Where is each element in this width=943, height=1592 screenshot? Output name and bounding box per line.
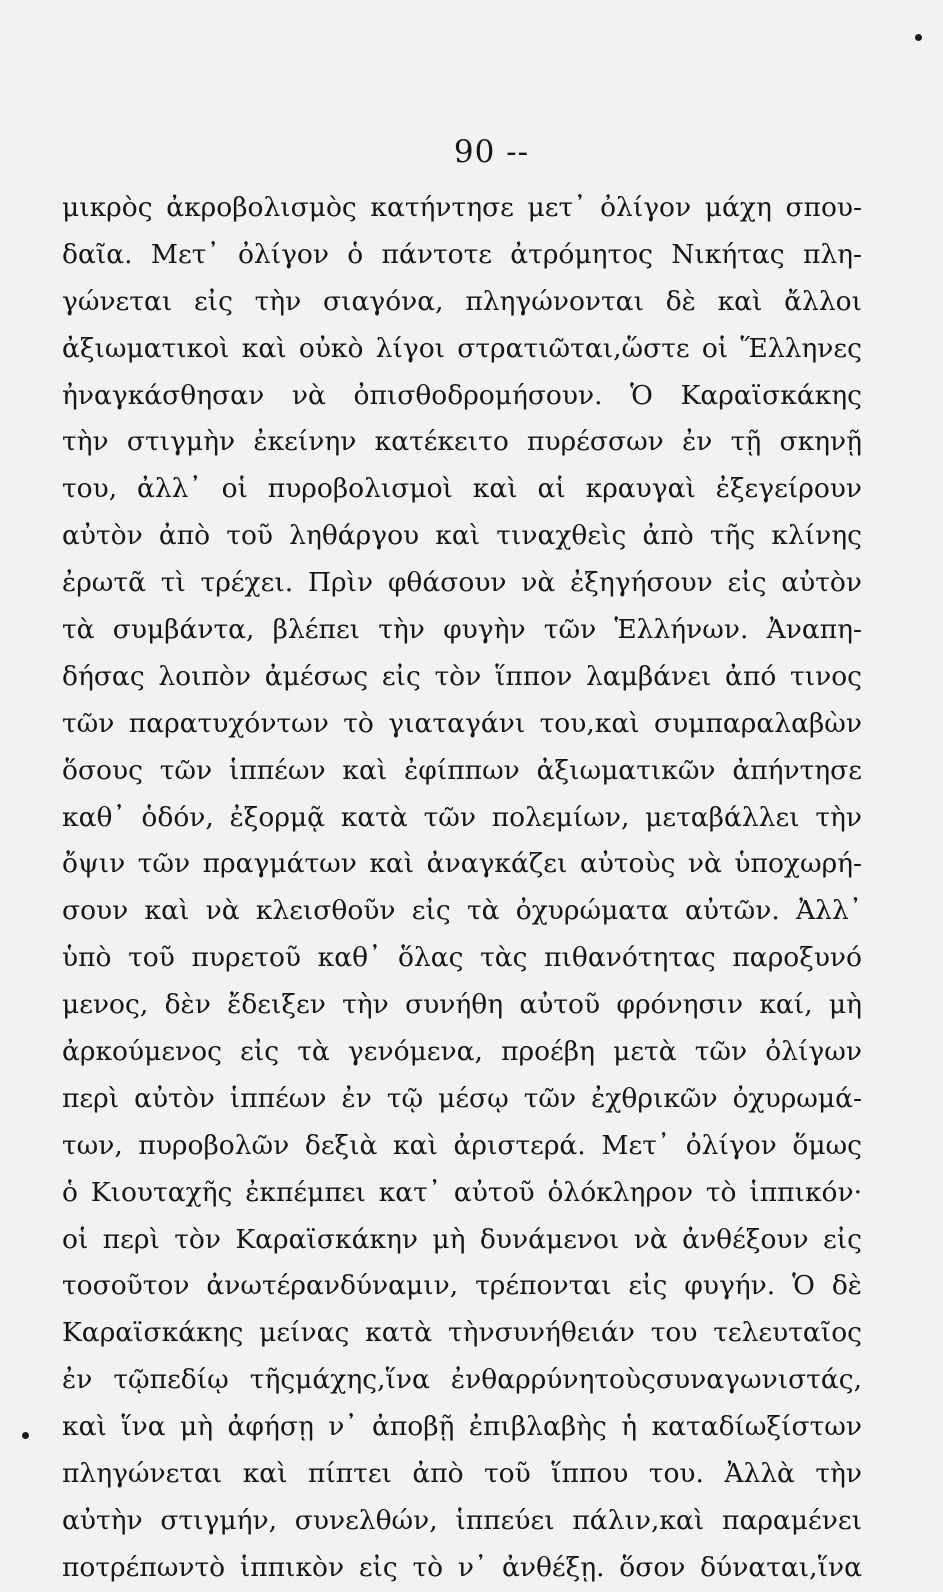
ink-speck xyxy=(915,34,922,41)
text-line: ὁ Κιουταχῆς ἐκπέμπει κατ᾽ αὐτοῦ ὁλόκληρον τὸ ἱππικόν· xyxy=(62,1176,862,1208)
text-line: τοσοῦτον ἀνωτέρανδύναμιν, τρέπονται εἰς φυγήν. Ὁ δὲ xyxy=(62,1270,862,1302)
text-line: τῶν παρατυχόντων τὸ γιαταγάνι του,καὶ συμπαραλαβὼν xyxy=(62,707,862,739)
text-line: ὄψιν τῶν πραγμάτων καὶ ἀναγκάζει αὐτοὺς νὰ ὑποχωρή- xyxy=(62,848,862,880)
page-number: 90 -- xyxy=(453,134,530,170)
text-line: τὴν στιγμὴν ἐκείνην κατέκειτο πυρέσσων ἐν τῇ σκηνῇ xyxy=(62,426,862,458)
text-line: καθ᾽ ὁδόν, ἐξορμᾷ κατὰ τῶν πολεμίων, μεταβάλλει τὴν xyxy=(62,801,862,833)
text-line: ἐν τῷπεδίῳ τῆςμάχης,ἵνα ἐνθαρρύνητοὺςσυναγωνιστάς, xyxy=(62,1364,862,1396)
text-line: Καραϊσκάκης μείνας κατὰ τὴνσυνήθειάν του τελευταῖος xyxy=(62,1317,862,1349)
text-line: του, ἀλλ᾽ οἱ πυροβολισμοὶ καὶ αἱ κραυγαὶ ἐξεγείρουν xyxy=(62,473,862,505)
text-line: καὶ ἵνα μὴ ἀφήσῃ ν᾽ ἀποβῇ ἐπιβλαβὴς ἡ καταδίωξίστων xyxy=(62,1411,862,1443)
text-line: γώνεται εἰς τὴν σιαγόνα, πληγώνονται δὲ καὶ ἄλλοι xyxy=(62,285,862,317)
body-text xyxy=(62,185,862,1592)
text-line: ἀξιωματικοὶ καὶ οὐκὸ λίγοι στρατιῶται,ὥστε οἱ Ἕλληνες xyxy=(62,332,862,364)
text-line: ὅσους τῶν ἱππέων καὶ ἐφίππων ἀξιωματικῶν ἀπήντησε xyxy=(62,754,862,786)
text-line: τὰ συμβάντα, βλέπει τὴν φυγὴν τῶν Ἑλλήνων. Ἀναπη- xyxy=(62,614,862,646)
text-line: μικρὸς ἀκροβολισμὸς κατήντησε μετ᾽ ὀλίγον μάχη σπου- xyxy=(62,192,862,223)
text-line: περὶ αὐτὸν ἱππέων ἐν τῷ μέσῳ τῶν ἐχθρικῶν ὀχυρωμά- xyxy=(62,1082,862,1114)
text-line: πληγώνεται καὶ πίπτει ἀπὸ τοῦ ἵππου του. Ἀλλὰ τὴν xyxy=(62,1458,862,1490)
text-line: ἠναγκάσθησαν νὰ ὀπισθοδρομήσουν. Ὁ Καραϊσκάκης xyxy=(62,379,862,411)
ink-speck xyxy=(22,1432,29,1439)
text-line: δαῖα. Μετ᾽ ὀλίγον ὁ πάντοτε ἀτρόμητος Νικήτας πλη- xyxy=(62,238,862,270)
text-line: δήσας λοιπὸν ἀμέσως εἰς τὸν ἵππον λαμβάνει ἀπό τινος xyxy=(62,660,862,692)
text-line: αὐτὴν στιγμήν, συνελθών, ἱππεύει πάλιν,καὶ παραμένει xyxy=(62,1504,862,1536)
text-line: ποτρέπωντὸ ἱππικὸν εἰς τὸ ν᾽ ἀνθέξῃ. ὅσον δύναται,ἵνα xyxy=(62,1551,862,1583)
text-line: μενος, δὲν ἔδειξεν τὴν συνήθη αὐτοῦ φρόνησιν καί, μὴ xyxy=(62,989,862,1021)
text-line: σουν καὶ νὰ κλεισθοῦν εἰς τὰ ὀχυρώματα αὐτῶν. Ἀλλ᾽ xyxy=(62,895,862,927)
text-line: ἐρωτᾶ τὶ τρέχει. Πρὶν φθάσουν νὰ ἐξηγήσουν εἰς αὐτὸν xyxy=(62,567,862,599)
text-line: των, πυροβολῶν δεξιὰ καὶ ἀριστερά. Μετ᾽ ὀλίγον ὅμως xyxy=(62,1129,862,1161)
text-line: αὐτὸν ἀπὸ τοῦ ληθάργου καὶ τιναχθεὶς ἀπὸ τῆς κλίνης xyxy=(62,520,862,552)
text-line: οἱ περὶ τὸν Καραϊσκάκην μὴ δυνάμενοι νὰ ἀνθέξουν εἰς xyxy=(62,1223,862,1255)
text-line: ὑπὸ τοῦ πυρετοῦ καθ᾽ ὅλας τὰς πιθανότητας παροξυνό xyxy=(62,942,862,974)
text-line: ἀρκούμενος εἰς τὰ γενόμενα, προέβη μετὰ τῶν ὀλίγων xyxy=(62,1036,862,1068)
